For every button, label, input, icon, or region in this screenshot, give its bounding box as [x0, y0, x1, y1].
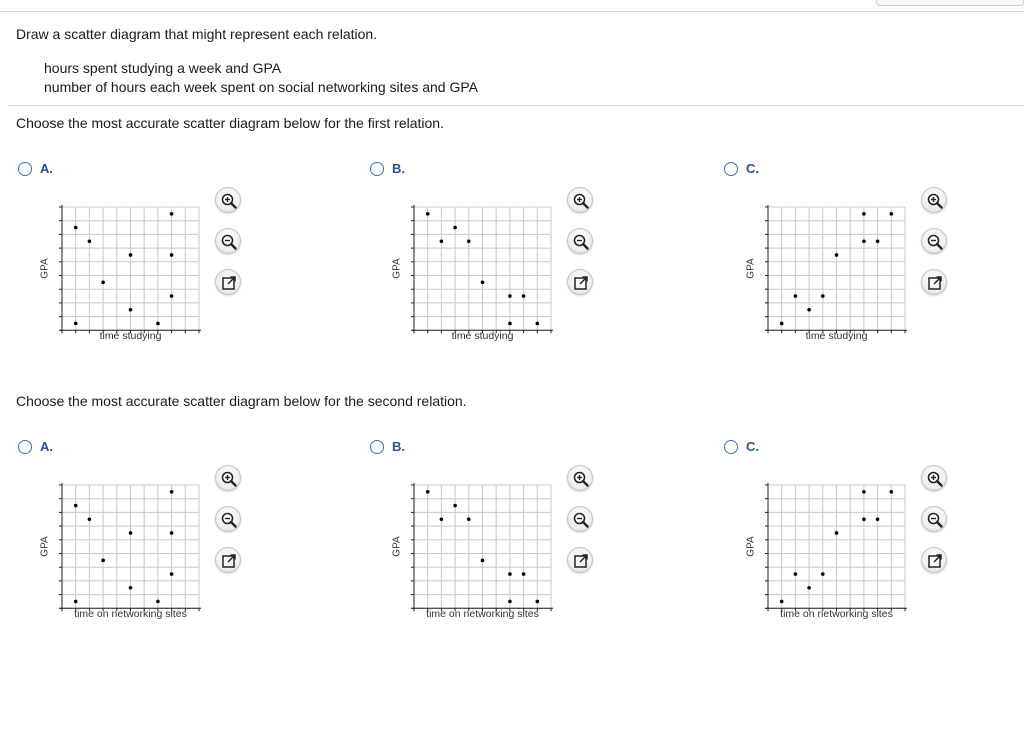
zoom-in-icon — [220, 192, 238, 210]
data-point — [129, 308, 133, 312]
popout-button[interactable] — [567, 547, 593, 573]
zoom-in-button[interactable] — [215, 187, 241, 213]
zoom-out-icon — [926, 511, 944, 529]
data-point — [876, 517, 880, 521]
data-point — [129, 586, 133, 590]
data-point — [862, 490, 866, 494]
zoom-in-button[interactable] — [567, 465, 593, 491]
data-point — [890, 490, 894, 494]
popout-icon — [572, 552, 590, 570]
data-point — [156, 322, 160, 326]
data-point — [170, 253, 174, 257]
data-point — [170, 531, 174, 535]
zoom-in-button[interactable] — [215, 465, 241, 491]
option-a-radio[interactable] — [18, 440, 32, 454]
data-point — [536, 600, 540, 604]
data-point — [508, 294, 512, 298]
zoom-out-button[interactable] — [921, 506, 947, 532]
popout-button[interactable] — [215, 269, 241, 295]
x-axis-label: time on networking sites — [780, 608, 893, 621]
zoom-in-icon — [572, 192, 590, 210]
option-c-radio[interactable] — [724, 440, 738, 454]
data-point — [780, 322, 784, 326]
data-point — [522, 294, 526, 298]
data-point — [508, 322, 512, 326]
x-axis-label: time on networking sites — [74, 608, 187, 621]
x-axis-label: time studying — [805, 330, 868, 343]
popout-button[interactable] — [567, 269, 593, 295]
zoom-out-icon — [572, 233, 590, 251]
zoom-in-icon — [926, 192, 944, 210]
data-point — [522, 572, 526, 576]
option-c-radio[interactable] — [724, 162, 738, 176]
data-point — [835, 531, 839, 535]
data-point — [794, 294, 798, 298]
option-letter: A. — [40, 439, 53, 454]
y-axis-label: GPA — [745, 535, 757, 557]
data-point — [453, 226, 457, 230]
popout-icon — [220, 274, 238, 292]
zoom-out-button[interactable] — [215, 228, 241, 254]
data-point — [74, 600, 78, 604]
data-point — [862, 239, 866, 243]
data-point — [170, 490, 174, 494]
top-divider — [0, 11, 1024, 12]
y-axis-label: GPA — [391, 535, 403, 557]
data-point — [453, 504, 457, 508]
popout-button[interactable] — [921, 547, 947, 573]
data-point — [890, 212, 894, 216]
zoom-in-icon — [572, 470, 590, 488]
y-axis-label: GPA — [39, 257, 51, 279]
question-prompt: Draw a scatter diagram that might represent each relation. — [16, 26, 378, 42]
data-point — [170, 572, 174, 576]
popout-icon — [572, 274, 590, 292]
part-1-instruction: Choose the most accurate scatter diagram below for the first relation. — [16, 115, 444, 131]
y-axis-label: GPA — [745, 257, 757, 279]
popout-icon — [926, 274, 944, 292]
top-tab — [876, 0, 1024, 6]
data-point — [426, 212, 430, 216]
data-point — [536, 322, 540, 326]
zoom-out-button[interactable] — [215, 506, 241, 532]
y-axis-label: GPA — [39, 535, 51, 557]
data-point — [440, 239, 444, 243]
data-point — [74, 226, 78, 230]
data-point — [821, 294, 825, 298]
data-point — [88, 239, 92, 243]
popout-button[interactable] — [921, 269, 947, 295]
option-letter: C. — [746, 439, 759, 454]
part-2-instruction: Choose the most accurate scatter diagram below for the second relation. — [16, 393, 467, 409]
zoom-out-icon — [220, 233, 238, 251]
zoom-out-icon — [572, 511, 590, 529]
data-point — [467, 517, 471, 521]
data-point — [467, 239, 471, 243]
x-axis-label: time studying — [451, 330, 514, 343]
popout-button[interactable] — [215, 547, 241, 573]
zoom-out-button[interactable] — [567, 228, 593, 254]
zoom-out-button[interactable] — [921, 228, 947, 254]
data-point — [481, 281, 485, 285]
zoom-in-button[interactable] — [921, 187, 947, 213]
data-point — [876, 239, 880, 243]
data-point — [862, 212, 866, 216]
option-letter: C. — [746, 161, 759, 176]
zoom-out-button[interactable] — [567, 506, 593, 532]
option-b-radio[interactable] — [370, 162, 384, 176]
option-a-radio[interactable] — [18, 162, 32, 176]
data-point — [508, 600, 512, 604]
data-point — [481, 559, 485, 563]
relation-1: hours spent studying a week and GPA — [44, 60, 282, 76]
zoom-in-icon — [926, 470, 944, 488]
zoom-in-icon — [220, 470, 238, 488]
option-b-radio[interactable] — [370, 440, 384, 454]
data-point — [440, 517, 444, 521]
data-point — [794, 572, 798, 576]
zoom-out-icon — [926, 233, 944, 251]
option-letter: B. — [392, 161, 405, 176]
data-point — [426, 490, 430, 494]
data-point — [129, 253, 133, 257]
x-axis-label: time studying — [99, 330, 162, 343]
data-point — [170, 294, 174, 298]
data-point — [88, 517, 92, 521]
data-point — [156, 600, 160, 604]
data-point — [129, 531, 133, 535]
popout-icon — [220, 552, 238, 570]
data-point — [821, 572, 825, 576]
question-divider — [8, 105, 1024, 106]
data-point — [101, 559, 105, 563]
popout-icon — [926, 552, 944, 570]
x-axis-label: time on networking sites — [426, 608, 539, 621]
data-point — [780, 600, 784, 604]
data-point — [74, 504, 78, 508]
data-point — [807, 308, 811, 312]
zoom-out-icon — [220, 511, 238, 529]
data-point — [807, 586, 811, 590]
y-axis-label: GPA — [391, 257, 403, 279]
data-point — [835, 253, 839, 257]
data-point — [101, 281, 105, 285]
data-point — [862, 517, 866, 521]
data-point — [170, 212, 174, 216]
zoom-in-button[interactable] — [567, 187, 593, 213]
data-point — [508, 572, 512, 576]
option-letter: B. — [392, 439, 405, 454]
zoom-in-button[interactable] — [921, 465, 947, 491]
relation-2: number of hours each week spent on social networking sites and GPA — [44, 79, 478, 95]
data-point — [74, 322, 78, 326]
option-letter: A. — [40, 161, 53, 176]
